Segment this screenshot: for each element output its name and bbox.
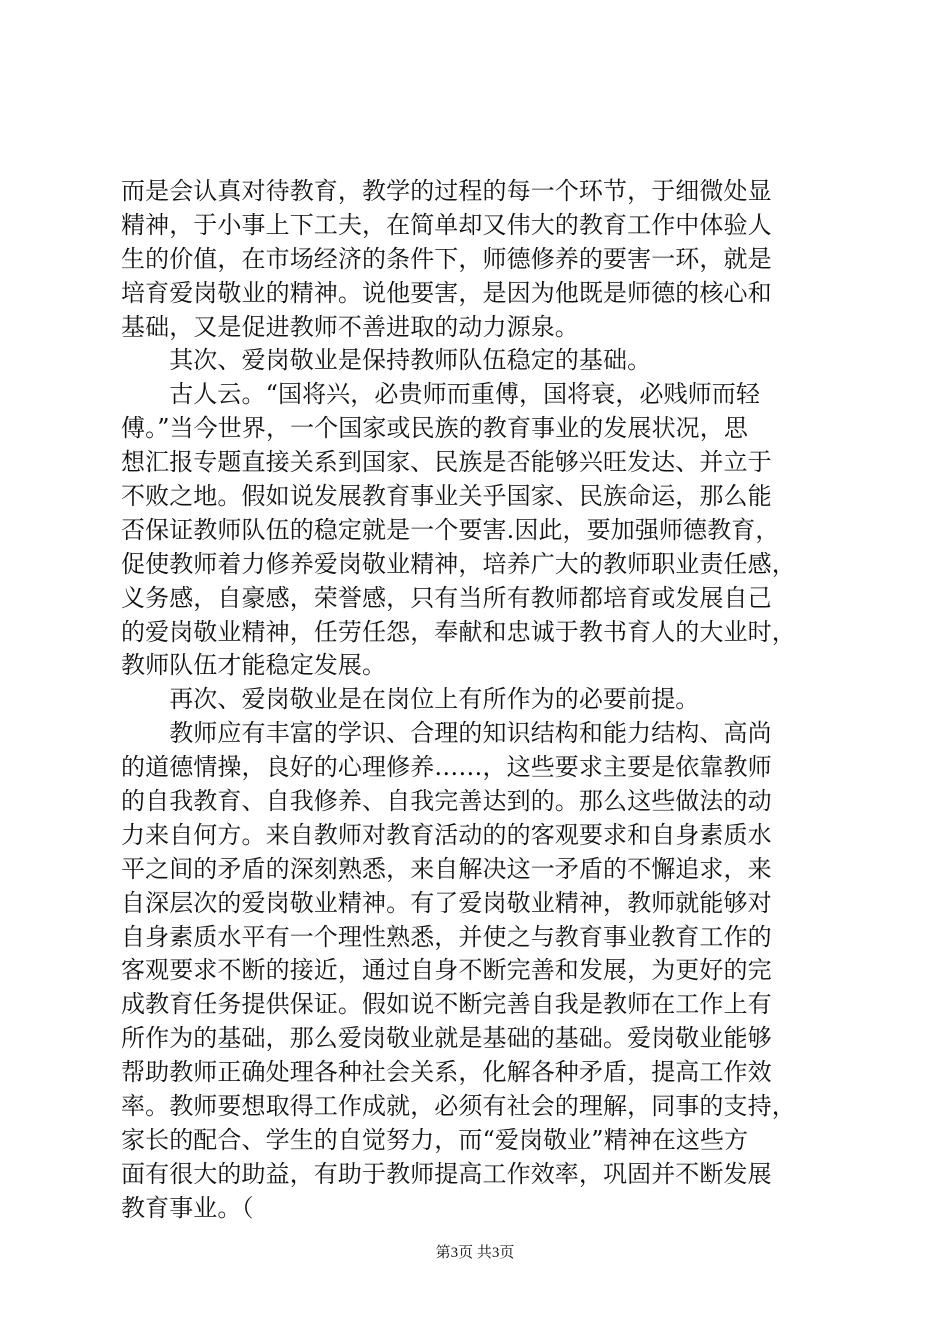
text-line: 精神，于小事上下工夫，在简单却又伟大的教育工作中体验人 xyxy=(121,210,772,239)
text-line: 面有很大的助益，有助于教师提高工作效率，巩固并不断发展 xyxy=(121,1159,772,1188)
text-line: 自身素质水平有一个理性熟悉，并使之与教育事业教育工作的 xyxy=(121,922,772,951)
page-number-footer: 第3页 共3页 xyxy=(435,1245,515,1261)
text-line: 傅。”当今世界，一个国家或民族的教育事业的发展状况，思 xyxy=(121,414,748,443)
text-line: 的自我教育、自我修养、自我完善达到的。那么这些做法的动 xyxy=(121,787,772,816)
document-body xyxy=(121,175,837,1226)
text-line: 成教育任务提供保证。假如说不断完善自我是教师在工作上有 xyxy=(121,990,772,1019)
text-line: 而是会认真对待教育，教学的过程的每一个环节，于细微处显 xyxy=(121,177,772,205)
text-line: 的道德情操，良好的心理修养……，这些要求主要是依靠教师 xyxy=(121,753,772,782)
section-heading-line: 再次、爱岗敬业是在岗位上有所作为的必要前提。 xyxy=(121,685,700,714)
text-line: 古人云。“国将兴，必贵师而重傅，国将衰，必贱师而轻 xyxy=(121,380,760,409)
text-line: 的爱岗敬业精神，任劳任怨，奉献和忠诚于教书育人的大业时， xyxy=(121,617,796,646)
text-line: 促使教师着力修养爱岗敬业精神，培养广大的教师职业责任感， xyxy=(121,549,796,578)
text-line: 教育事业。（ xyxy=(121,1193,254,1222)
text-line: 教师应有丰富的学识、合理的知识结构和能力结构、高尚 xyxy=(121,719,772,748)
text-line: 教师队伍才能稳定发展。 xyxy=(121,651,387,680)
text-line: 否保证教师队伍的稳定就是一个要害.因此，要加强师德教育， xyxy=(121,515,780,544)
text-line: 想汇报专题直接关系到国家、民族是否能够兴旺发达、并立于 xyxy=(121,448,772,477)
text-line: 家长的配合、学生的自觉努力，而“爱岗敬业”精神在这些方 xyxy=(121,1125,749,1154)
text-line: 基础，又是促进教师不善进取的动力源泉。 xyxy=(121,312,579,341)
text-line: 率。教师要想取得工作成就，必须有社会的理解，同事的支持， xyxy=(121,1092,796,1121)
text-line: 平之间的矛盾的深刻熟悉，来自解决这一矛盾的不懈追求，来 xyxy=(121,854,772,883)
text-line: 力来自何方。来自教师对教育活动的的客观要求和自身素质水 xyxy=(121,820,772,849)
text-line: 所作为的基础，那么爱岗敬业就是基础的基础。爱岗敬业能够 xyxy=(121,1024,772,1053)
text-line: 不败之地。假如说发展教育事业关乎国家、民族命运，那么能 xyxy=(121,482,772,511)
text-line: 自深层次的爱岗敬业精神。有了爱岗敬业精神，教师就能够对 xyxy=(121,888,772,917)
text-line: 帮助教师正确处理各种社会关系，化解各种矛盾，提高工作效 xyxy=(121,1058,772,1087)
text-line: 客观要求不断的接近，通过自身不断完善和发展，为更好的完 xyxy=(121,956,772,985)
text-line: 义务感，自豪感，荣誉感，只有当所有教师都培育或发展自己 xyxy=(121,583,772,612)
section-heading-line: 其次、爱岗敬业是保持教师队伍稳定的基础。 xyxy=(121,346,652,375)
text-line: 培育爱岗敬业的精神。说他要害，是因为他既是师德的核心和 xyxy=(121,278,772,307)
text-line: 生的价值，在市场经济的条件下，师德修养的要害一环，就是 xyxy=(121,244,772,273)
